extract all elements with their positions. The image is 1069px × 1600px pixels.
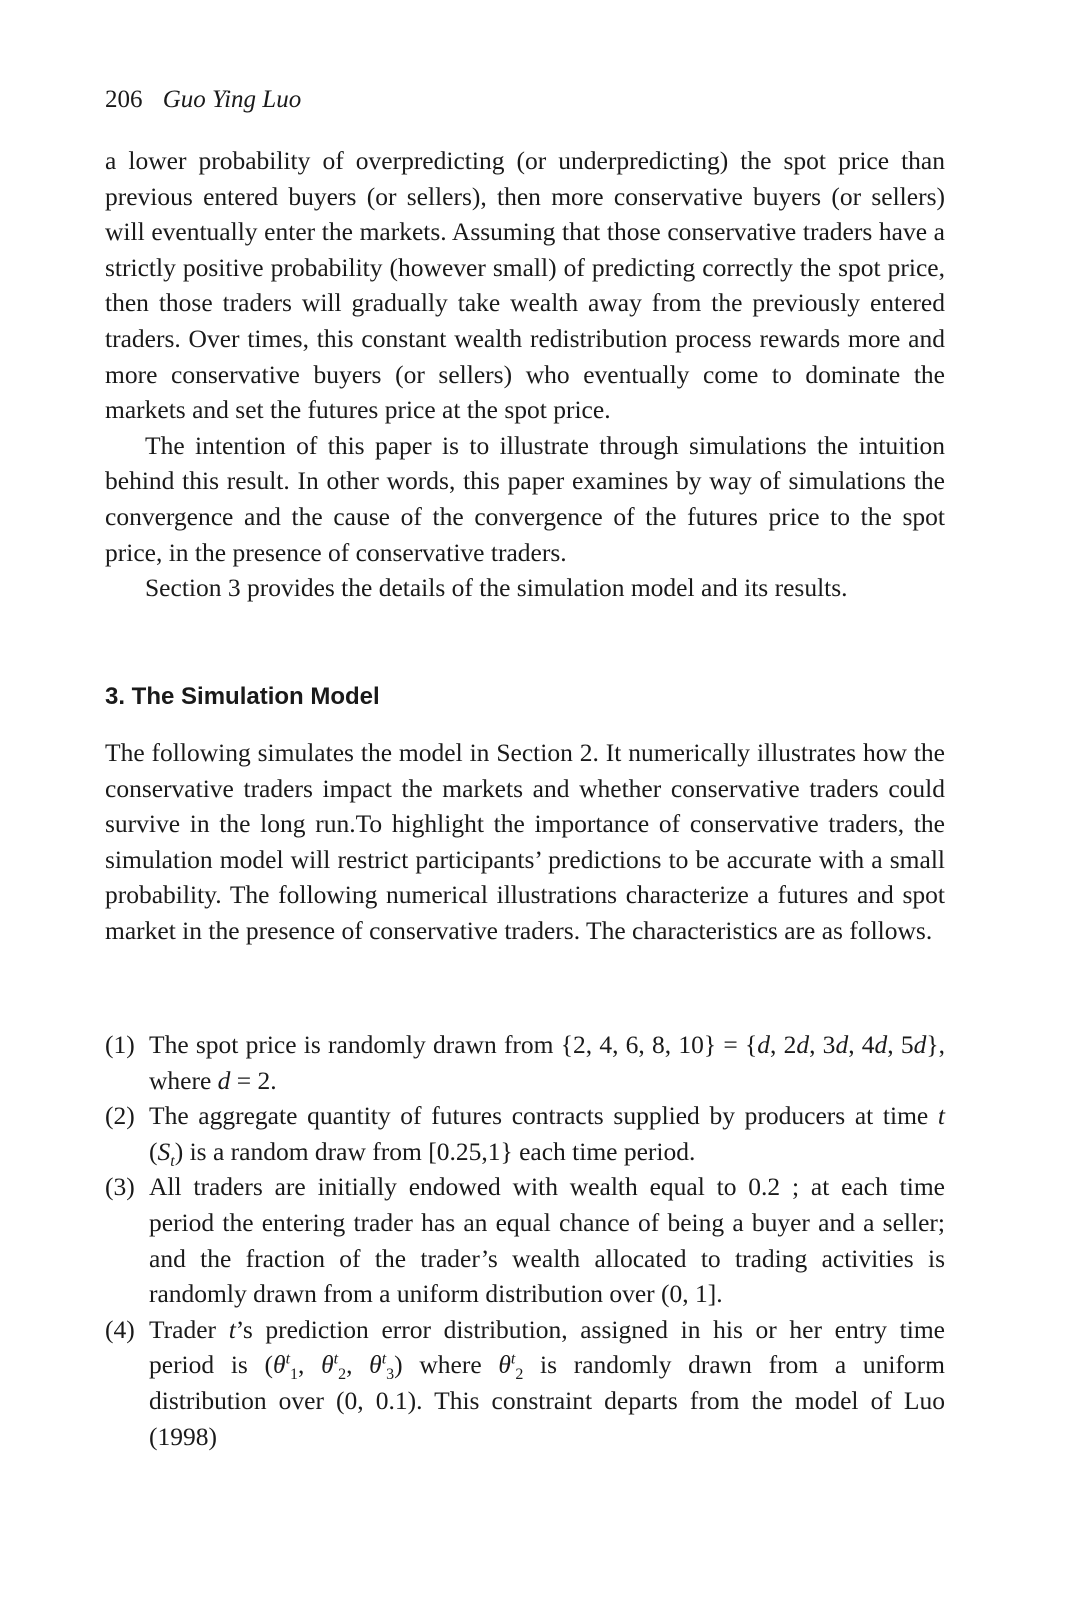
list-item-text: The aggregate quantity of futures contracts supplied by producers at time	[149, 1101, 938, 1131]
math-subscript: 1	[290, 1366, 299, 1384]
intro-paragraph-3: Section 3 provides the details of the simulation model and its results.	[145, 573, 848, 603]
list-item-text: , 4	[848, 1030, 875, 1059]
intro-paragraph-2: The intention of this paper is to illustrate through simulations the intuition behind this result. In other words, this paper examines by way of simulations the convergence and the cause of the convergence of the futures price to the spot price, in the presence of conservative traders.	[105, 430, 945, 567]
list-item	[105, 1098, 945, 1169]
math-subscript: 2	[515, 1366, 524, 1384]
list-item	[105, 1312, 945, 1454]
math-var: d	[217, 1065, 231, 1095]
list-item-text: Trader	[149, 1314, 229, 1344]
running-author: Guo Ying Luo	[162, 86, 302, 113]
list-item-text: (	[149, 1136, 158, 1166]
list-item-number: (3)	[105, 1172, 135, 1202]
section-body	[105, 735, 945, 949]
math-theta: θ	[498, 1350, 511, 1380]
math-var: t	[937, 1101, 945, 1131]
math-var: d	[913, 1030, 927, 1059]
math-superscript: t	[381, 1350, 387, 1368]
list-item-text: All traders are initially endowed with wealth equal to 0.2 ; at each time period the entering trader has an equal chance of being a buyer and a seller; and the fraction of the trader’s wealth allocated to trading activities is randomly drawn from a uniform distribution over (0, 1].	[149, 1172, 945, 1309]
math-separator: ,	[298, 1350, 322, 1380]
section-heading: 3. The Simulation Model	[105, 683, 380, 710]
list-item-text: The spot price is randomly drawn from {2, 4, 6, 8, 10} = {	[149, 1030, 758, 1059]
list-item-number: (2)	[105, 1101, 135, 1131]
list-item-text: ’s prediction error distribution, assigned in his or her entry time period is (	[149, 1314, 945, 1380]
math-theta: θ	[321, 1350, 334, 1380]
characteristics-list	[105, 1027, 945, 1454]
math-subscript: t	[170, 1152, 175, 1170]
list-item-text: = 2.	[230, 1065, 277, 1095]
section-paragraph-1: The following simulates the model in Section 2. It numerically illustrates how the conservative traders impact the markets and whether conservative traders could survive in the long run.To highlight the importance of conservative traders, the simulation model will restrict participants’ predictions to be accurate with a small probability. The following numerical illustrations characterize a futures and spot market in the presence of conservative traders. The characteristics are as follows.	[105, 738, 945, 945]
math-subscript: 2	[338, 1366, 347, 1384]
math-superscript: t	[285, 1350, 291, 1368]
math-var: d	[757, 1030, 770, 1059]
list-item-text: , 5	[887, 1030, 914, 1059]
math-superscript: t	[333, 1350, 339, 1368]
intro-section	[105, 143, 945, 606]
running-head	[105, 86, 301, 114]
math-theta: θ	[273, 1350, 286, 1380]
list-item-text: , 3	[809, 1030, 836, 1059]
math-superscript: t	[510, 1350, 516, 1368]
list-item-text: ) where	[394, 1350, 499, 1380]
list-item-text: is randomly drawn from a uniform distribution over (0, 0.1). This constraint departs from the model of Luo (1998)	[149, 1350, 946, 1451]
page-number: 206	[105, 86, 143, 113]
list-item-number: (1)	[105, 1030, 135, 1059]
math-theta: θ	[369, 1350, 382, 1380]
math-var: d	[874, 1030, 888, 1059]
math-var: t	[228, 1314, 236, 1344]
list-item-text: ) is a random draw from [0.25,1} each time period.	[174, 1136, 696, 1166]
list-item	[105, 1027, 945, 1098]
math-var: S	[157, 1136, 171, 1166]
math-separator: ,	[346, 1350, 370, 1380]
intro-paragraph-1: a lower probability of overpredicting (or underpredicting) the spot price than previous entered buyers (or sellers), then more conservative buyers (or sellers) will eventually enter the markets. Assuming that those conservative traders have a strictly positive probability (however small) of predicting correctly the spot price, then those traders will gradually take wealth away from the previously entered traders. Over times, this constant wealth redistribution process rewards more and more conservative buyers (or sellers) who eventually come to dominate the markets and set the futures price at the spot price.	[105, 146, 945, 425]
list-item-text: }, where	[149, 1030, 946, 1095]
list-item-number: (4)	[105, 1314, 135, 1344]
list-item	[105, 1169, 945, 1311]
math-var: d	[796, 1030, 810, 1059]
list-item-text: , 2	[769, 1030, 797, 1059]
math-subscript: 3	[386, 1366, 395, 1384]
math-var: d	[835, 1030, 849, 1059]
